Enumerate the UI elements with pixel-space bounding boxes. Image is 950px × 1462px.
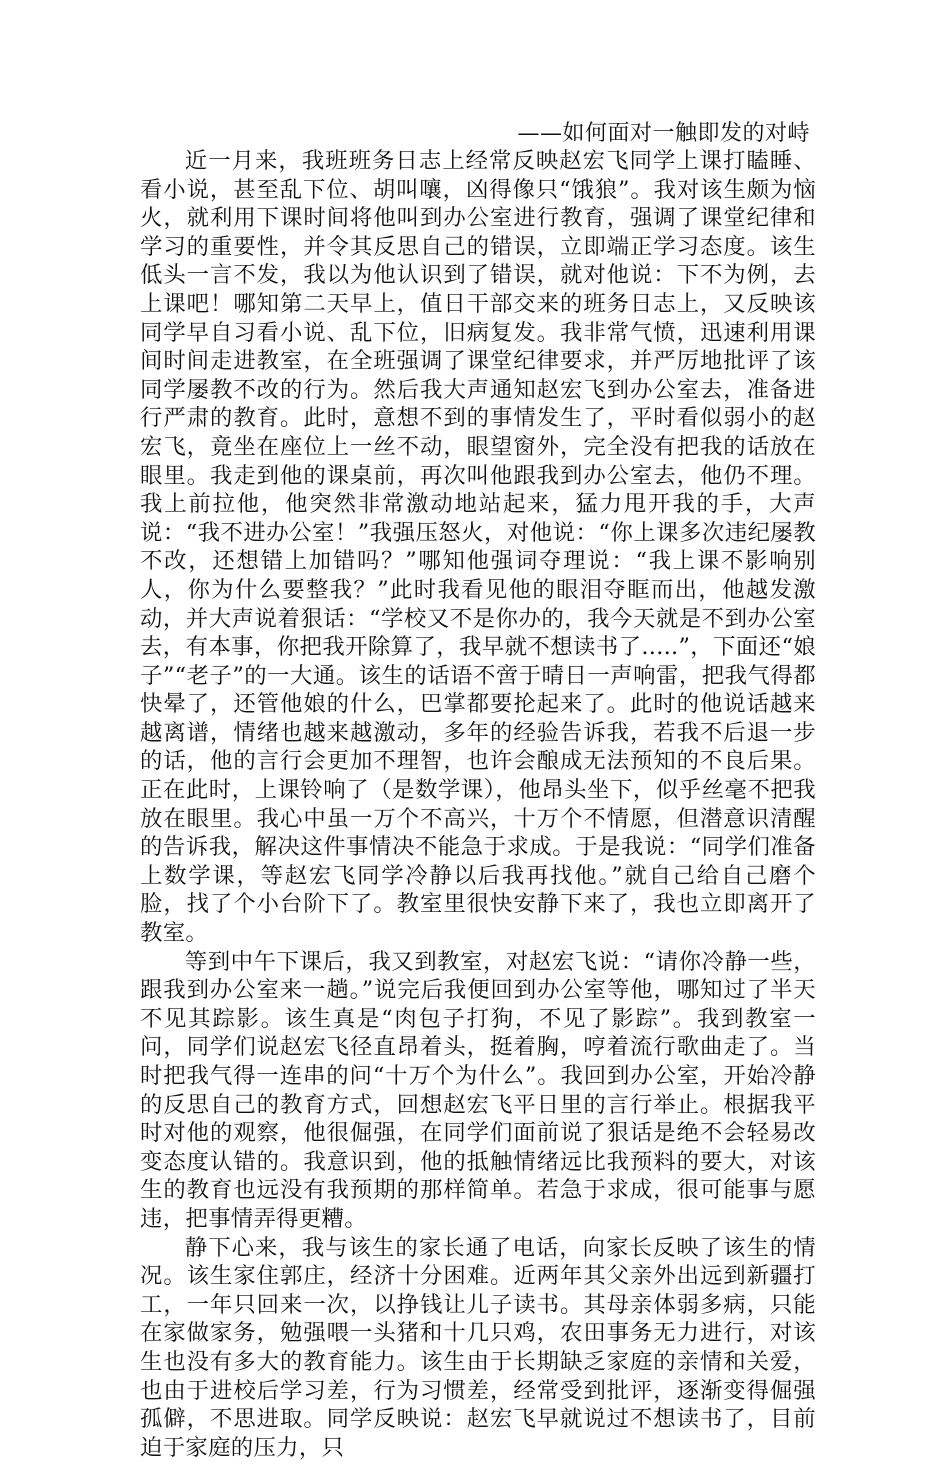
document-body [140,147,816,1462]
paragraph-2: 等到中午下课后，我又到教室，对赵宏飞说：“请你冷静一些，跟我到办公室来一趟。”说完后我便回到办公室等他，哪知过了半天不见其踪影。该生真是“肉包子打狗，不见了影踪”。我到教室一问，同学们说赵宏飞径直昂着头，挺着胸，哼着流行歌曲走了。当时把我气得一连串的问“十万个为什么”。我回到办公室，开始冷静的反思自己的教育方式，回想赵宏飞平日里的言行举止。根据我平时对他的观察，他很倔强，在同学们面前说了狠话是绝不会轻易改变态度认错的。我意识到，他的抵触情绪远比我预料的要大，对该生的教育也远没有我预期的那样简单。若急于求成，很可能事与愿违，把事情弄得更糟。 [140,948,816,1232]
document-subtitle: ——如何面对一触即发的对峙 [517,121,810,146]
paragraph-3: 静下心来，我与该生的家长通了电话，向家长反映了该生的情况。该生家住郭庄，经济十分困难。近两年其父亲外出远到新疆打工，一年只回来一次，以挣钱让儿子读书。其母亲体弱多病，只能在家做家务，勉强喂一头猪和十几只鸡，农田事务无力进行，对该生也没有多大的教育能力。该生由于长期缺乏家庭的亲情和关爱，也由于进校后学习差，行为习惯差，经常受到批评，逐渐变得倔强孤僻，不思进取。同学反映说：赵宏飞早就说过不想读书了，目前迫于家庭的压力，只 [140,1234,816,1461]
paragraph-1: 近一月来，我班班务日志上经常反映赵宏飞同学上课打瞌睡、看小说，甚至乱下位、胡叫嚷，凶得像只“饿狼”。我对该生颇为恼火，就利用下课时间将他叫到办公室进行教育，强调了课堂纪律和学习的重要性，并令其反思自己的错误，立即端正学习态度。该生低头一言不发，我以为他认识到了错误，就对他说：下不为例，去上课吧！哪知第二天早上，值日干部交来的班务日志上，又反映该同学早自习看小说、乱下位，旧病复发。我非常气愤，迅速利用课间时间走进教室，在全班强调了课堂纪律要求，并严厉地批评了该同学屡教不改的行为。然后我大声通知赵宏飞到办公室去，准备进行严肃的教育。此时，意想不到的事情发生了，平时看似弱小的赵宏飞，竟坐在座位上一丝不动，眼望窗外，完全没有把我的话放在眼里。我走到他的课桌前，再次叫他跟我到办公室去，他仍不理。我上前拉他，他突然非常激动地站起来，猛力甩开我的手，大声说：“我不进办公室！”我强压怒火，对他说：“你上课多次违纪屡教不改，还想错上加错吗？”哪知他强词夺理说：“我上课不影响别人，你为什么要整我？”此时我看见他的眼泪夺眶而出，他越发激动，并大声说着狠话：“学校又不是你办的，我今天就是不到办公室去，有本事，你把我开除算了，我早就不想读书了.....”，下面还“娘子”“老子”的一大通。该生的话语不啻于晴日一声响雷，把我气得都快晕了，还管他娘的什么，巴掌都要抡起来了。此时的他说话越来越离谱，情绪也越来越激动，多年的经验告诉我，若我不后退一步的话，他的言行会更加不理智，也许会酿成无法预知的不良后果。正在此时，上课铃响了（是数学课），他昂头坐下，似乎丝毫不把我放在眼里。我心中虽一万个不高兴，十万个不情愿，但潜意识清醒的告诉我，解决这件事情决不能急于求成。于是我说：“同学们准备上数学课，等赵宏飞同学冷静以后我再找他。”就自己给自己磨个脸，找了个小台阶下了。教室里很快安静下来了，我也立即离开了教室。 [140,148,816,947]
